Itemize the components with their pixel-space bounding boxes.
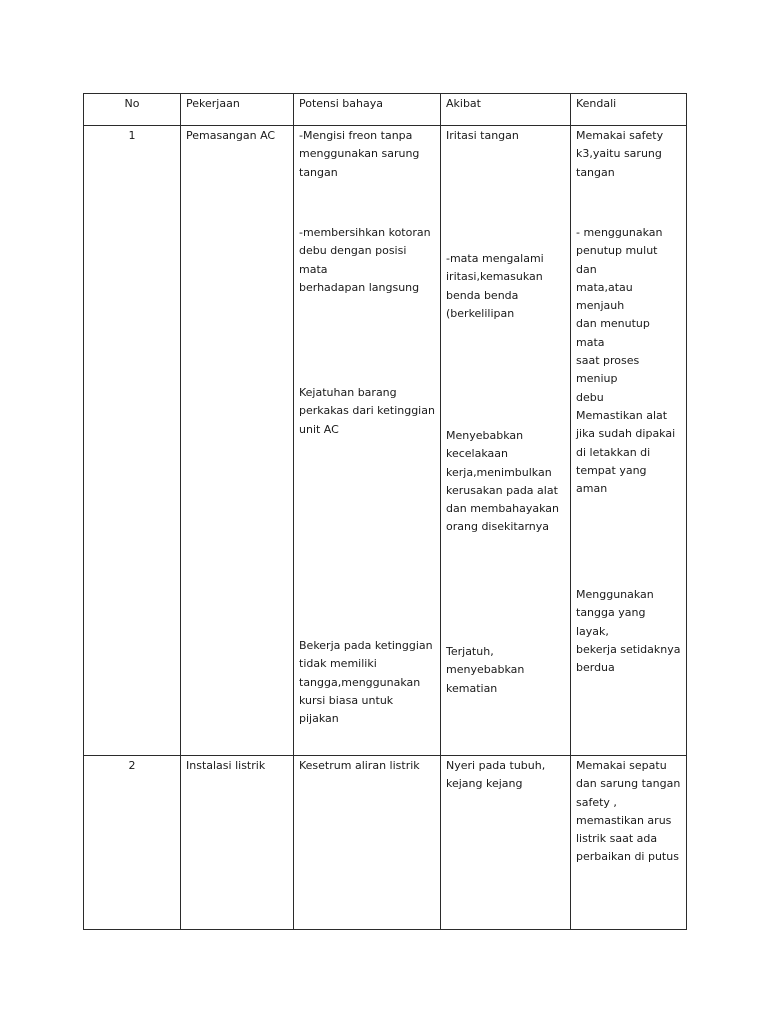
header-kendali: Kendali [571, 94, 687, 126]
row-2-no: 2 [84, 756, 181, 930]
kendali-item: Menggunakan tangga yang layak, bekerja setidaknya berdua [576, 588, 681, 675]
potensi-item: Bekerja pada ketinggian tidak memiliki tangga,menggunakan kursi biasa untuk pijakan [299, 639, 433, 726]
akibat-item: Menyebabkan kecelakaan kerja,menimbulkan kerusakan pada alat dan membahayakan orang disekitarnya [446, 429, 559, 534]
potensi-item: -Mengisi freon tanpa menggunakan sarung tangan [299, 129, 420, 179]
potensi-item: -membersihkan kotoran debu dengan posisi mata berhadapan langsung [299, 226, 431, 294]
header-pekerjaan: Pekerjaan [181, 94, 294, 126]
header-potensi-bahaya: Potensi bahaya [294, 94, 441, 126]
hazard-table [83, 93, 687, 930]
table-row [84, 126, 687, 756]
kendali-item: Memakai sepatu dan sarung tangan safety , memastikan arus listrik saat ada perbaikan di putus [576, 759, 681, 864]
row-1-kendali [571, 126, 687, 756]
potensi-item: Kesetrum aliran listrik [299, 759, 420, 772]
header-akibat: Akibat [441, 94, 571, 126]
table-header-row [84, 94, 687, 126]
kendali-item: Memakai safety k3,yaitu sarung tangan [576, 129, 664, 179]
row-1-potensi-bahaya [294, 126, 441, 756]
header-no: No [84, 94, 181, 126]
row-1-no: 1 [84, 126, 181, 756]
row-2-kendali [571, 756, 687, 930]
row-2-pekerjaan: Instalasi listrik [181, 756, 294, 930]
table-row [84, 756, 687, 930]
kendali-item: Memastikan alat jika sudah dipakai di letakkan di tempat yang aman [576, 409, 676, 496]
row-2-akibat [441, 756, 571, 930]
row-1-akibat [441, 126, 571, 756]
akibat-item: Terjatuh, menyebabkan kematian [446, 645, 525, 695]
akibat-item: -mata mengalami iritasi,kemasukan benda benda (berkelilipan [446, 252, 544, 320]
potensi-item: Kejatuhan barang perkakas dari ketinggian unit AC [299, 386, 435, 436]
akibat-item: Nyeri pada tubuh, kejang kejang [446, 759, 546, 791]
akibat-item: Iritasi tangan [446, 129, 519, 142]
row-1-pekerjaan: Pemasangan AC [181, 126, 294, 756]
kendali-item: - menggunakan penutup mulut dan mata,atau menjauh dan menutup mata saat proses meniup debu [576, 226, 663, 404]
row-2-potensi-bahaya [294, 756, 441, 930]
